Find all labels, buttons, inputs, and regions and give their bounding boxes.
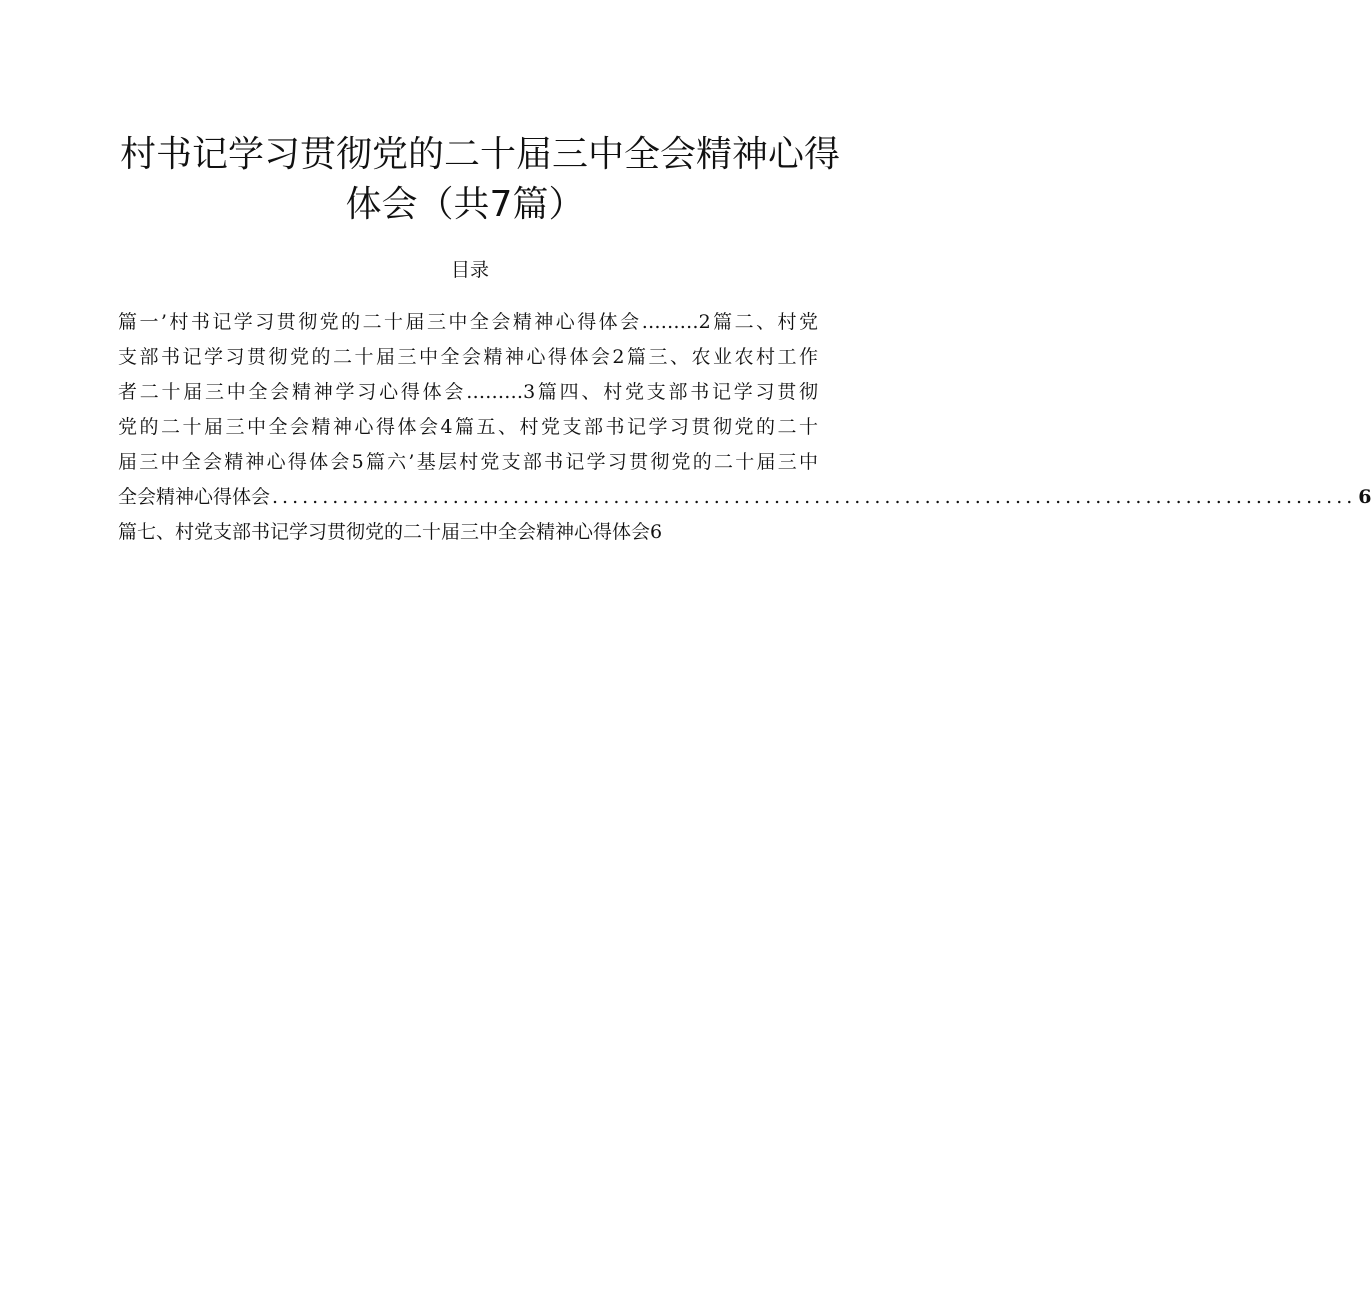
title-line-2: 体会（共7篇） <box>345 184 585 225</box>
dot-leader: ............................................................................................................ <box>272 486 1357 508</box>
title-line-1: 村书记学习贯彻党的二十届三中全会精神心得 <box>120 134 841 175</box>
document-title <box>120 130 841 230</box>
toc-line[interactable]: 者二十届三中全会精神学习心得体会………3篇四、村党支部书记学习贯彻 <box>118 381 818 403</box>
toc-line[interactable]: 党的二十届三中全会精神心得体会4篇五、村党支部书记学习贯彻党的二十 <box>118 416 818 438</box>
toc-line[interactable]: 支部书记学习贯彻党的二十届三中全会精神心得体会2篇三、农业农村工作 <box>118 346 818 368</box>
toc-entry-text: 全会精神心得体会 <box>118 486 271 508</box>
toc-line[interactable]: 届三中全会精神心得体会5篇六’基层村党支部书记学习贯彻党的二十届三中 <box>118 451 818 473</box>
toc-line[interactable]: 篇七、村党支部书记学习贯彻党的二十届三中全会精神心得体会6 <box>118 521 663 543</box>
toc-line[interactable]: 篇一’村书记学习贯彻党的二十届三中全会精神心得体会………2篇二、村党 <box>118 311 818 333</box>
toc-page-number: 6 <box>1358 486 1372 508</box>
toc-line-dotted[interactable] <box>118 480 1372 515</box>
table-of-contents <box>118 305 1372 550</box>
toc-heading: 目录 <box>450 259 489 281</box>
